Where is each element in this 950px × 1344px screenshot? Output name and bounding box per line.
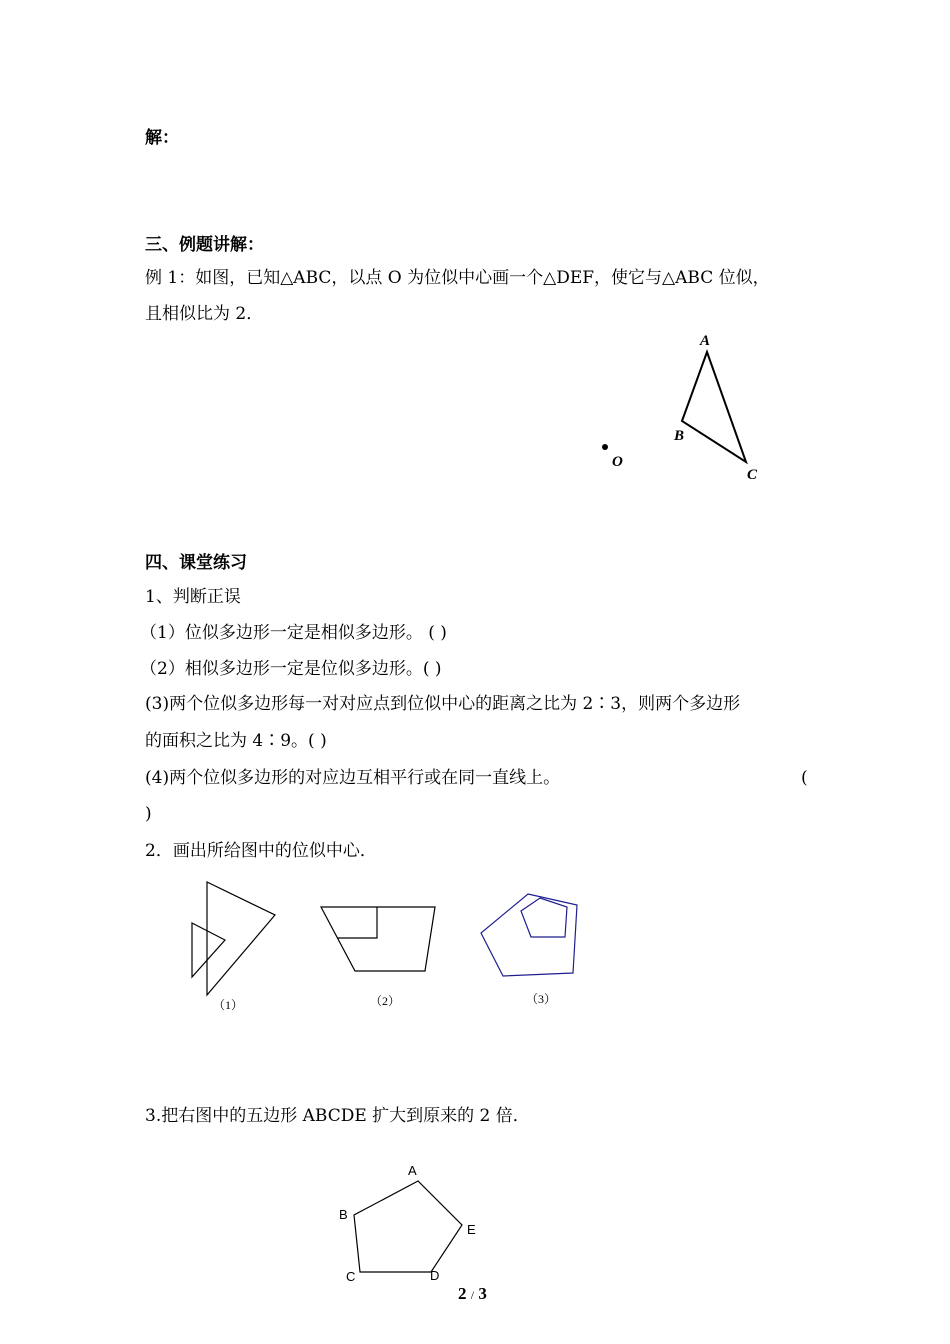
pentagon-label-b: B <box>339 1207 348 1222</box>
page-separator: / <box>470 1288 475 1302</box>
label-o: O <box>612 454 623 470</box>
q1-item-3-line1: (3)两个位似多边形每一对对应点到位似中心的距离之比为 2∶3，则两个多边形 <box>145 694 741 714</box>
pentagon-abcde-figure <box>335 1158 485 1288</box>
solution-label: 解： <box>145 128 179 148</box>
example1-text-line1: 例 1：如图，已知△ABC，以点 O 为位似中心画一个△DEF，使它与△ABC 位似， <box>145 268 770 288</box>
label-c: C <box>747 467 758 483</box>
q2-caption-1: （1） <box>213 998 244 1012</box>
small-pentagon <box>521 898 567 937</box>
label-b: B <box>674 428 685 444</box>
page-total: 3 <box>478 1284 487 1303</box>
q1-title: 1、判断正误 <box>145 587 241 607</box>
pentagon-label-a: A <box>408 1163 417 1178</box>
q2-title: 2．画出所给图中的位似中心． <box>145 841 377 861</box>
q2-figures <box>185 875 595 1020</box>
example1-text-line2: 且相似比为 2． <box>145 304 264 324</box>
section4-heading: 四、课堂练习 <box>145 553 247 573</box>
q2-figure-2 <box>321 907 435 971</box>
q2-figure-1 <box>192 882 275 995</box>
pentagon-label-c: C <box>346 1269 356 1284</box>
q2-caption-2: （2） <box>370 994 401 1008</box>
page-number <box>458 1284 487 1304</box>
label-a: A <box>700 333 711 349</box>
pentagon-label-e: E <box>467 1222 476 1237</box>
page-current: 2 <box>458 1284 467 1303</box>
q1-item-4: (4)两个位似多边形的对应边互相平行或在同一直线上。 <box>145 768 561 788</box>
q1-item-3-line2: 的面积之比为 4∶9。( ) <box>145 731 327 751</box>
q1-item-1: （1）位似多边形一定是相似多边形。 ( ) <box>140 623 447 643</box>
q2-caption-3: （3） <box>526 992 557 1006</box>
large-trapezoid <box>321 907 435 971</box>
q1-item-2: （2）相似多边形一定是位似多边形。( ) <box>140 659 442 679</box>
large-triangle <box>207 882 275 995</box>
pentagon-abcde <box>354 1181 462 1272</box>
small-trapezoid <box>337 907 377 938</box>
triangle-abc <box>682 352 746 462</box>
point-o <box>602 444 608 450</box>
triangle-abc-figure <box>590 325 780 495</box>
section3-heading: 三、例题讲解： <box>145 235 264 255</box>
large-pentagon <box>481 894 577 976</box>
pentagon-label-d: D <box>430 1268 440 1283</box>
q1-item-4-paren-open: ( <box>801 768 808 788</box>
small-triangle <box>192 923 225 977</box>
q3-title: 3.把右图中的五边形 ABCDE 扩大到原来的 2 倍． <box>145 1106 530 1126</box>
q2-figure-3 <box>481 894 577 976</box>
q1-item-4-paren-close: ) <box>145 804 152 824</box>
